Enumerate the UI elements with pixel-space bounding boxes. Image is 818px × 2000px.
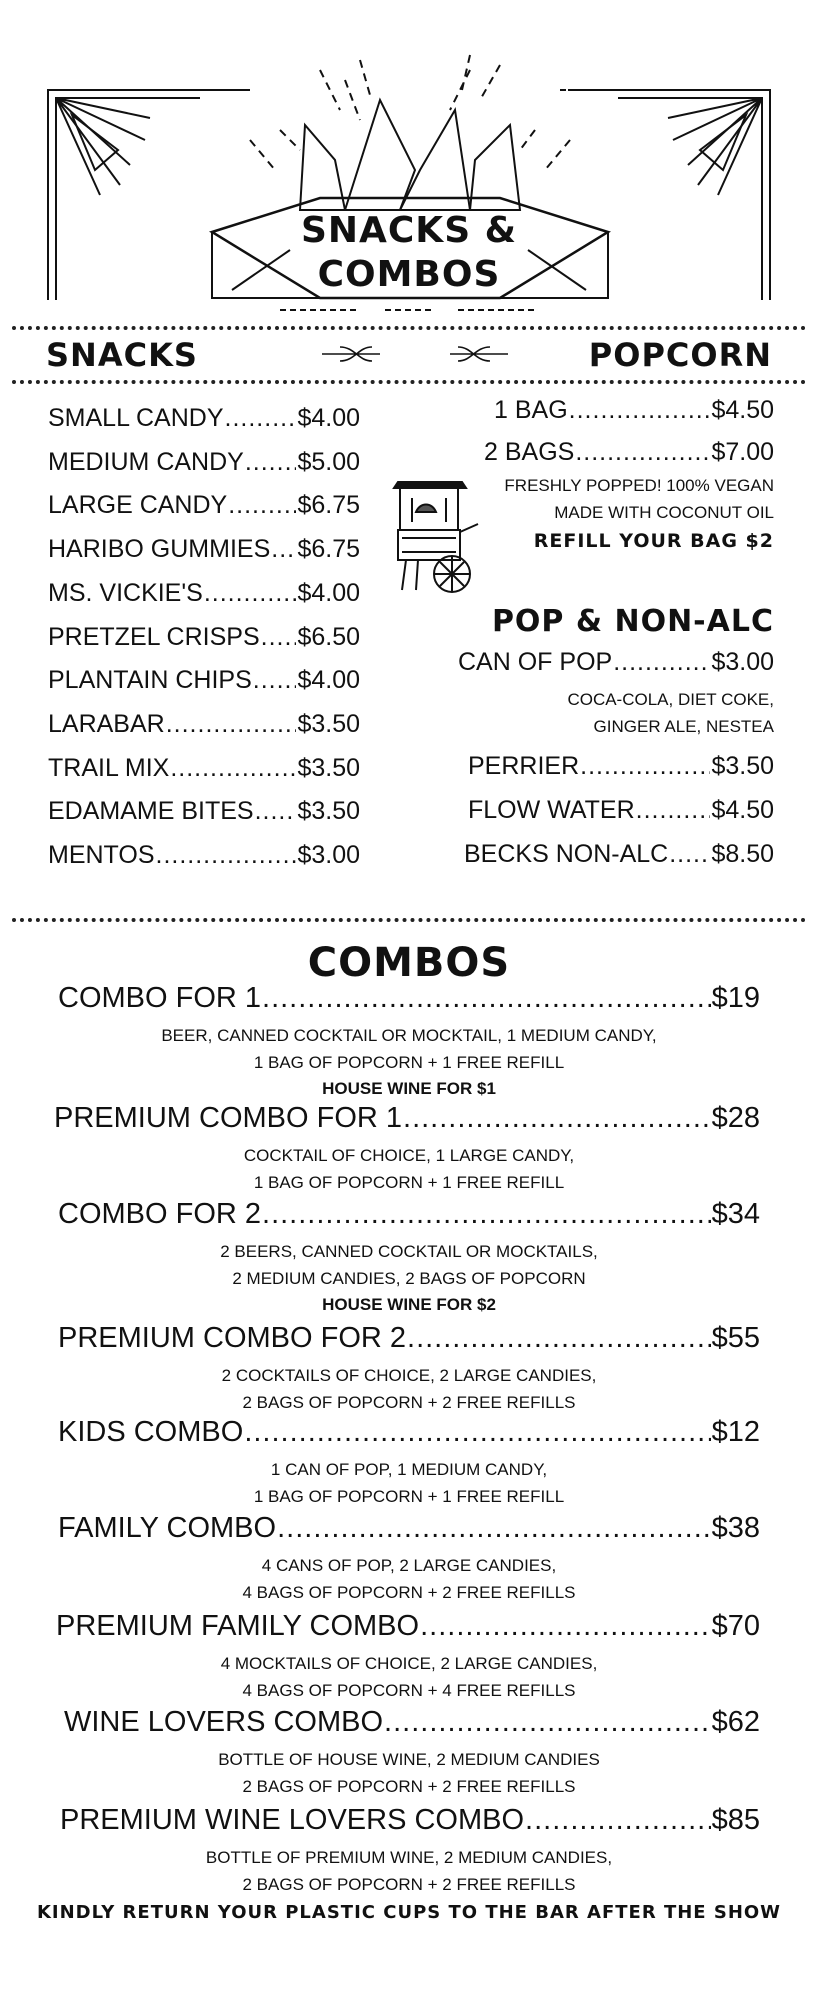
snack-item [48, 841, 360, 875]
snack-item [48, 797, 360, 831]
title-line-2: COMBOS [317, 254, 501, 295]
combo-description: 2 BAGS OF POPCORN + 2 FREE REFILLS [242, 1874, 576, 1894]
item-price: $4.50 [711, 796, 774, 824]
combo-description: 1 BAG OF POPCORN + 1 FREE REFILL [253, 1486, 565, 1506]
combo-item [58, 1416, 760, 1454]
item-price: $3.50 [297, 753, 360, 782]
combo-item [58, 1322, 760, 1360]
item-name: LARGE CANDY [48, 491, 228, 520]
combo-item [58, 1512, 760, 1550]
combo-item [64, 1706, 760, 1744]
item-price: $8.50 [711, 840, 774, 868]
popcorn-note-line-2: MADE WITH COCONUT OIL [554, 503, 774, 522]
item-name: LARABAR [48, 709, 165, 738]
pop-item [468, 796, 774, 830]
refill-note: REFILL YOUR BAG $2 [533, 530, 774, 552]
snack-item [48, 535, 360, 569]
snack-item [48, 623, 360, 657]
item-name: PRETZEL CRISPS [48, 622, 260, 651]
pop-note-line-2: GINGER ALE, NESTEA [593, 717, 774, 736]
item-name: PERRIER [468, 752, 580, 780]
combo-item [54, 1102, 760, 1140]
item-name: COMBO FOR 1 [58, 982, 262, 1014]
combo-item [58, 1198, 760, 1236]
combo-description: 2 COCKTAILS OF CHOICE, 2 LARGE CANDIES, [221, 1366, 597, 1385]
combo-description: 4 CANS OF POP, 2 LARGE CANDIES, [261, 1556, 557, 1575]
combos-heading: COMBOS [307, 940, 511, 986]
item-price: $6.75 [297, 535, 360, 564]
divider-top [12, 326, 806, 330]
item-price: $85 [711, 1804, 760, 1836]
item-name: MS. VICKIE'S [48, 578, 203, 607]
divider-combos [12, 918, 806, 922]
item-price: $34 [711, 1198, 760, 1230]
combo-item [56, 1610, 760, 1648]
item-name: COMBO FOR 2 [58, 1198, 262, 1230]
item-price: $4.00 [297, 578, 360, 607]
combo-bonus: HOUSE WINE FOR $1 [322, 1079, 496, 1098]
item-name: TRAIL MIX [48, 753, 170, 782]
item-name: SMALL CANDY [48, 404, 224, 432]
combo-description: BOTTLE OF PREMIUM WINE, 2 MEDIUM CANDIES, [205, 1848, 613, 1867]
snack-item [48, 448, 360, 482]
snack-item [48, 666, 360, 700]
item-price: $6.50 [297, 622, 360, 651]
combo-description: BEER, CANNED COCKTAIL OR MOCKTAIL, 1 MEDIUM CANDY, [161, 1026, 657, 1045]
item-name: PREMIUM COMBO FOR 1 [54, 1102, 403, 1134]
item-price: $3.50 [297, 797, 360, 826]
snack-item [48, 710, 360, 744]
item-price: $3.50 [711, 752, 774, 780]
item-price: $62 [711, 1706, 760, 1738]
item-price: $12 [711, 1416, 760, 1448]
item-price: $55 [711, 1322, 760, 1354]
combo-description: COCKTAIL OF CHOICE, 1 LARGE CANDY, [243, 1146, 575, 1165]
pop-item: CAN OF POP ..... $3.00 [458, 648, 774, 682]
popcorn-heading: POPCORN [588, 336, 772, 374]
popcorn-note-line-1: FRESHLY POPPED! 100% VEGAN [504, 476, 774, 495]
pop-item [464, 840, 774, 874]
item-price: $19 [711, 982, 760, 1014]
combo-description: 2 MEDIUM CANDIES, 2 BAGS OF POPCORN [232, 1268, 586, 1288]
item-name: BECKS NON-ALC [464, 840, 669, 868]
item-price: $38 [711, 1512, 760, 1544]
combo-item [58, 982, 760, 1020]
item-name: FAMILY COMBO [58, 1512, 277, 1544]
combo-item [60, 1804, 760, 1842]
combo-description: 2 BAGS OF POPCORN + 2 FREE REFILLS [242, 1776, 576, 1796]
popcorn-cart-icon [392, 472, 484, 598]
item-price: $5.00 [297, 447, 360, 476]
item-name: FLOW WATER [468, 796, 635, 824]
item-price: $6.75 [297, 491, 360, 520]
combo-description: 1 CAN OF POP, 1 MEDIUM CANDY, [270, 1460, 548, 1479]
item-price: $3.00 [297, 841, 360, 869]
snack-item [48, 579, 360, 613]
item-price: $3.50 [297, 709, 360, 738]
item-name: PREMIUM WINE LOVERS COMBO [60, 1804, 525, 1836]
combo-description: 1 BAG OF POPCORN + 1 FREE REFILL [253, 1172, 565, 1192]
item-name: PREMIUM COMBO FOR 2 [58, 1322, 407, 1354]
pop-note-line-1: COCA-COLA, DIET COKE, [567, 690, 774, 709]
combo-description: BOTTLE OF HOUSE WINE, 2 MEDIUM CANDIES [218, 1750, 600, 1769]
pop-heading: POP & NON-ALC [491, 604, 774, 639]
snack-item [48, 754, 360, 788]
item-price: $4.00 [297, 404, 360, 432]
item-name: KIDS COMBO [58, 1416, 244, 1448]
divider-below-headings [12, 380, 806, 384]
combo-description: 4 BAGS OF POPCORN + 4 FREE REFILLS [242, 1680, 576, 1700]
pop-item [468, 752, 774, 786]
item-price: $28 [711, 1102, 760, 1134]
combo-description: 2 BEERS, CANNED COCKTAIL OR MOCKTAILS, [220, 1242, 598, 1261]
snack-item [48, 404, 360, 438]
item-name: MEDIUM CANDY [48, 447, 244, 476]
item-price: $70 [711, 1610, 760, 1642]
snacks-heading: SNACKS [46, 336, 198, 374]
footer-note: KINDLY RETURN YOUR PLASTIC CUPS TO THE BAR AFTER THE SHOW [36, 1902, 782, 1923]
combo-bonus: HOUSE WINE FOR $2 [322, 1295, 496, 1314]
snack-item [48, 491, 360, 525]
item-name: PREMIUM FAMILY COMBO [56, 1610, 420, 1642]
item-price: $4.00 [297, 666, 360, 695]
item-name: PLANTAIN CHIPS [48, 666, 252, 695]
item-name: HARIBO GUMMIES [48, 535, 271, 564]
flourish-icon [320, 342, 510, 366]
popcorn-item: 1 BAG ..... $4.50 [494, 396, 774, 430]
combo-description: 1 BAG OF POPCORN + 1 FREE REFILL [253, 1052, 565, 1072]
title-line-1: SNACKS & [300, 210, 518, 251]
item-name: MENTOS [48, 841, 155, 869]
item-name: WINE LOVERS COMBO [64, 1706, 384, 1738]
combo-description: 4 MOCKTAILS OF CHOICE, 2 LARGE CANDIES, [220, 1654, 598, 1673]
item-name: EDAMAME BITES [48, 797, 254, 826]
combo-description: 4 BAGS OF POPCORN + 2 FREE REFILLS [242, 1582, 576, 1602]
popcorn-item: 2 BAGS ..... $7.00 [484, 438, 774, 472]
combo-description: 2 BAGS OF POPCORN + 2 FREE REFILLS [242, 1392, 576, 1412]
